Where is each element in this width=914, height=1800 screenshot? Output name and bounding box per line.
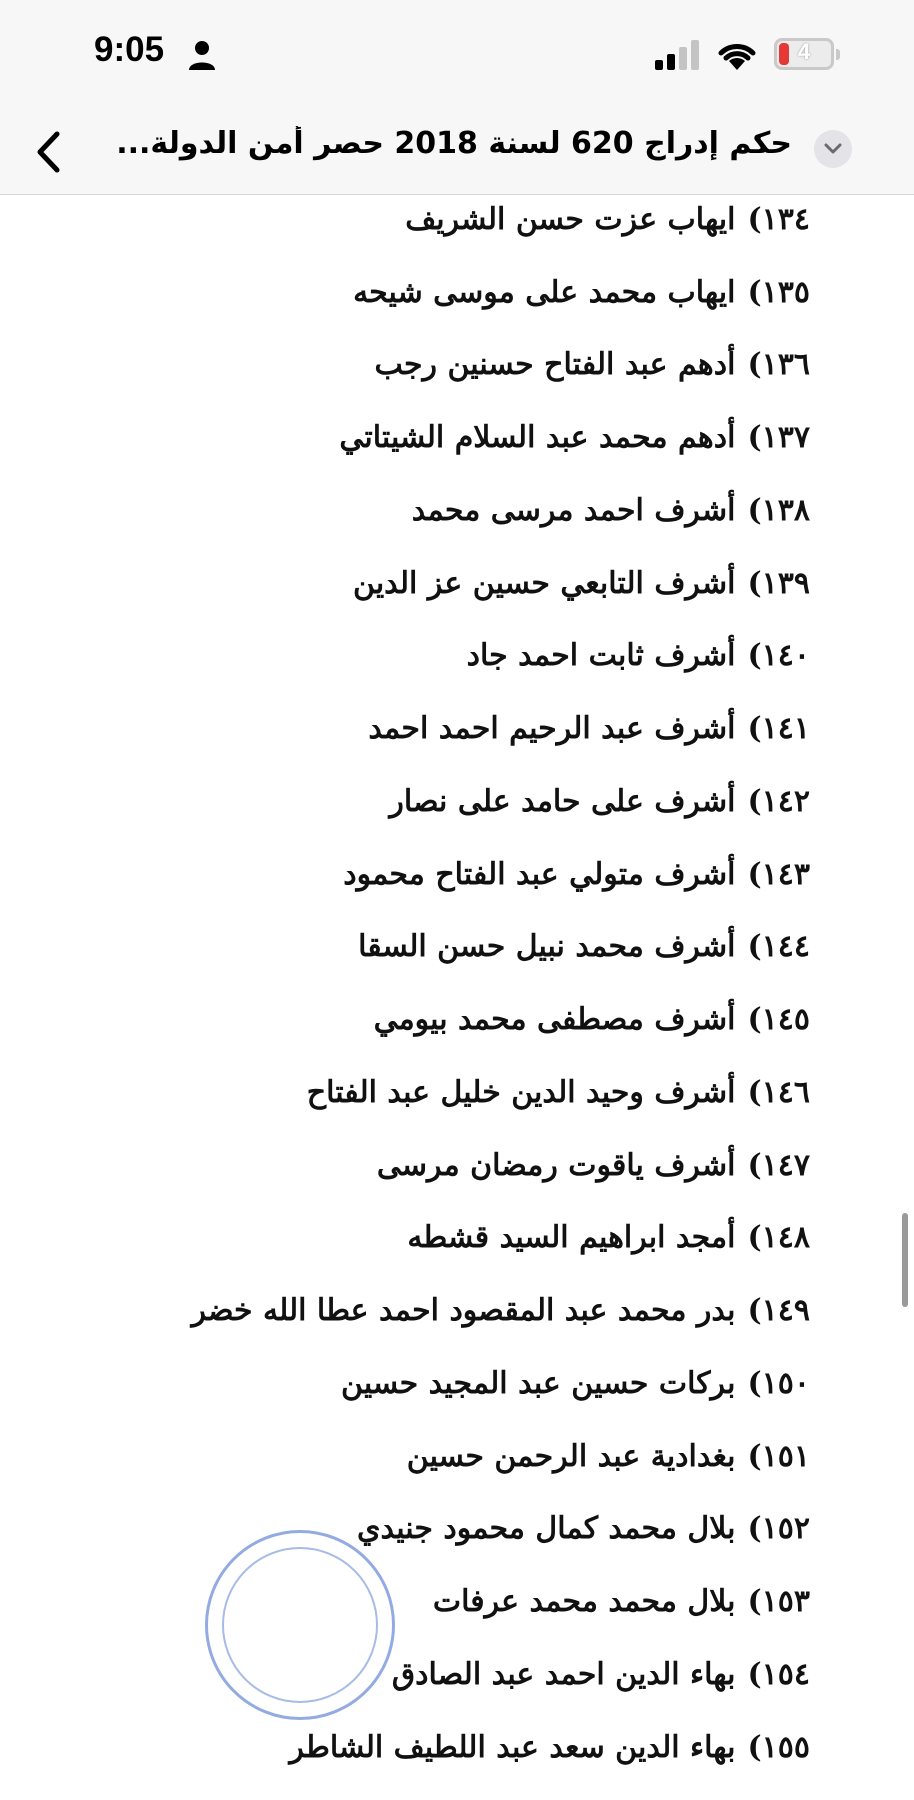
list-item <box>353 268 810 318</box>
list-item <box>358 922 810 972</box>
item-number: ١٥٤) <box>747 1657 810 1692</box>
item-number: ١٤٩) <box>747 1293 810 1328</box>
item-name: ايهاب عزت حسن الشريف <box>405 202 736 237</box>
list-item <box>412 486 810 536</box>
item-name: أشرف على حامد على نصار <box>389 784 736 819</box>
document-title[interactable]: حكم إدراج 620 لسنة 2018 حصر أمن الدولة... <box>116 126 792 161</box>
signal-icon <box>655 40 701 70</box>
list-item <box>433 1577 810 1627</box>
item-name: أشرف احمد مرسى محمد <box>411 493 736 528</box>
item-name: بهاء الدين احمد عبد الصادق <box>391 1657 736 1692</box>
item-name: ايهاب محمد على موسى شيحه <box>353 275 736 310</box>
stamp-seal-icon <box>205 1530 395 1720</box>
wifi-icon <box>716 38 758 70</box>
list-item <box>377 1141 810 1191</box>
item-number: ١٥١) <box>747 1439 810 1474</box>
document-page[interactable] <box>0 195 914 1800</box>
battery-icon <box>774 38 834 70</box>
item-number: ١٣٤) <box>747 202 810 237</box>
item-name: أشرف محمد نبيل حسن السقا <box>358 929 736 964</box>
title-menu-button[interactable] <box>814 130 852 168</box>
list-item <box>407 1432 810 1482</box>
item-number: ١٤٥) <box>747 1002 810 1037</box>
item-name: بلال محمد كمال محمود جنيدي <box>357 1511 736 1546</box>
list-item <box>343 850 810 900</box>
list-item <box>389 777 810 827</box>
item-number: ١٤٢) <box>747 784 810 819</box>
item-name: أشرف عبد الرحيم احمد احمد <box>368 711 736 746</box>
list-item <box>353 559 810 609</box>
item-name: بغدادية عبد الرحمن حسين <box>406 1439 736 1474</box>
item-name: أشرف مصطفى محمد بيومي <box>373 1002 736 1037</box>
list-item <box>374 995 810 1045</box>
item-name: أشرف ياقوت رمضان مرسى <box>376 1148 736 1183</box>
status-time: 9:05 <box>94 30 165 69</box>
battery-cap <box>836 49 840 60</box>
item-number: ١٣٩) <box>747 566 810 601</box>
item-number: ١٥٠) <box>747 1366 810 1401</box>
item-name: أدهم عبد الفتاح حسنين رجب <box>374 347 736 382</box>
item-name: بلال محمد محمد عرفات <box>432 1584 736 1619</box>
item-name: أدهم محمد عبد السلام الشيتاتي <box>339 420 736 455</box>
item-number: ١٥٣) <box>747 1584 810 1619</box>
nav-bar <box>0 108 914 195</box>
item-name: أمجد ابراهيم السيد قشطه <box>407 1220 736 1255</box>
battery-level: 4 <box>797 39 811 64</box>
list-item <box>368 704 810 754</box>
item-number: ١٤٤) <box>747 929 810 964</box>
list-item <box>375 340 810 390</box>
list-item <box>357 1504 810 1554</box>
list-item <box>405 195 810 245</box>
list-item <box>191 1286 810 1336</box>
item-number: ١٤١) <box>747 711 810 746</box>
item-number: ١٤٧) <box>747 1148 810 1183</box>
list-item <box>339 413 810 463</box>
chevron-down-icon <box>824 143 842 155</box>
item-number: ١٤٣) <box>747 857 810 892</box>
back-button[interactable] <box>22 122 74 182</box>
item-number: ١٥٥) <box>747 1730 810 1765</box>
item-name: أشرف وحيد الدين خليل عبد الفتاح <box>306 1075 736 1110</box>
item-number: ١٣٨) <box>747 493 810 528</box>
item-number: ١٤٠) <box>747 638 810 673</box>
scroll-indicator[interactable] <box>902 1213 908 1307</box>
list-item <box>307 1068 810 1118</box>
list-item <box>341 1359 810 1409</box>
item-name: أشرف متولي عبد الفتاح محمود <box>343 857 736 892</box>
list-item <box>467 631 810 681</box>
item-number: ١٣٦) <box>747 347 810 382</box>
item-name: أشرف التابعي حسين عز الدين <box>352 566 736 601</box>
chevron-left-icon <box>35 130 61 174</box>
item-number: ١٣٥) <box>747 275 810 310</box>
item-number: ١٤٦) <box>747 1075 810 1110</box>
list-item <box>289 1723 810 1773</box>
item-name: بدر محمد عبد المقصود احمد عطا الله خضر <box>191 1293 736 1328</box>
item-number: ١٤٨) <box>747 1220 810 1255</box>
item-name: بركات حسين عبد المجيد حسين <box>341 1366 736 1401</box>
person-icon <box>188 40 216 70</box>
list-item <box>392 1650 810 1700</box>
status-bar <box>0 0 914 108</box>
list-item <box>407 1213 810 1263</box>
item-name: أشرف ثابت احمد جاد <box>466 638 736 673</box>
item-number: ١٥٢) <box>747 1511 810 1546</box>
item-name: بهاء الدين سعد عبد اللطيف الشاطر <box>289 1730 736 1765</box>
item-number: ١٣٧) <box>747 420 810 455</box>
